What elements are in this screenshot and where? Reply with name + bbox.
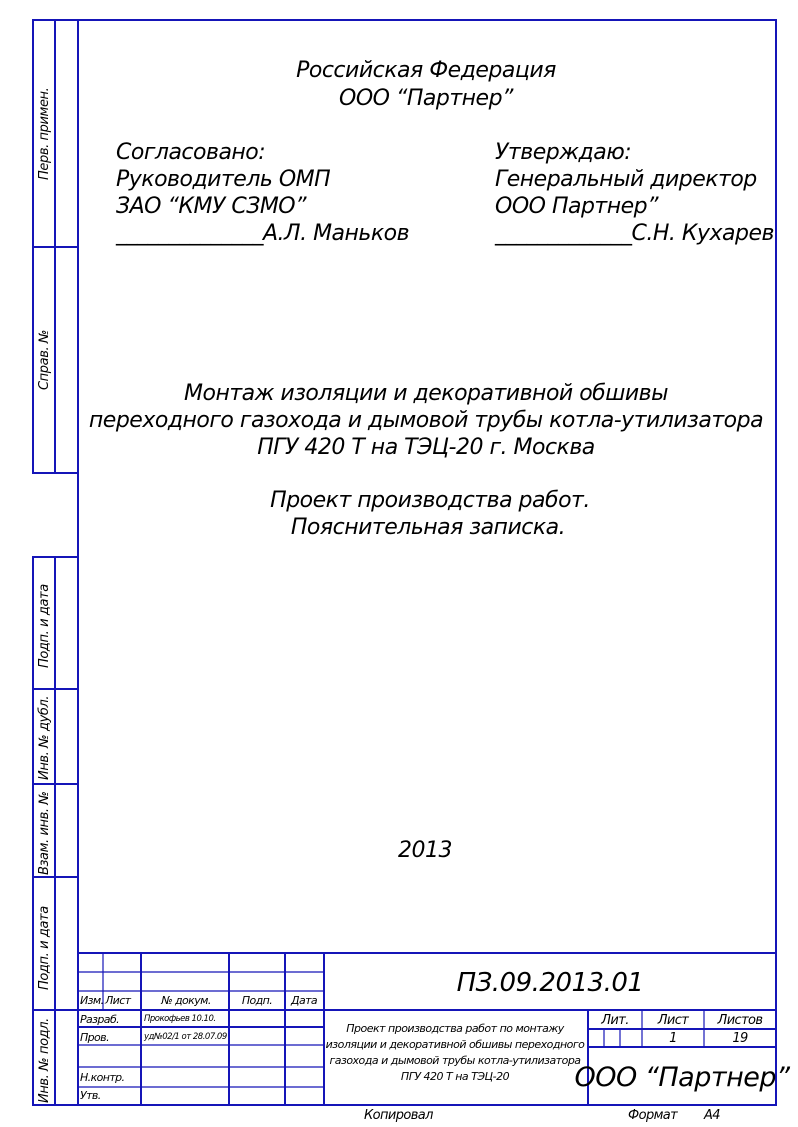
prov-name: уд№02/1 от 28.07.09 bbox=[144, 1032, 227, 1042]
description-line2: изоляции и декоративной обшивы переходного bbox=[325, 1038, 585, 1051]
header-data: Дата bbox=[290, 994, 318, 1007]
header-list: Лист bbox=[105, 994, 131, 1007]
header-izm: Изм. bbox=[80, 994, 104, 1007]
side-label-sprav-no: Справ. № bbox=[37, 329, 52, 390]
sheet-label: Лист bbox=[657, 1013, 689, 1028]
header-podp: Подп. bbox=[241, 994, 273, 1007]
project-title-line2: переходного газохода и дымовой трубы котла-утилизатора bbox=[88, 408, 764, 433]
lit-label: Лит. bbox=[601, 1013, 629, 1028]
copied-label: Копировал bbox=[364, 1108, 433, 1123]
agreed-title: Согласовано: bbox=[116, 140, 266, 165]
company-name: ООО “Партнер” bbox=[339, 86, 513, 111]
description-line1: Проект производства работ по монтажу bbox=[346, 1022, 564, 1035]
sheets-value: 19 bbox=[732, 1031, 748, 1046]
sheet-value: 1 bbox=[669, 1031, 677, 1046]
approved-title: Утверждаю: bbox=[495, 140, 632, 165]
agreed-signature: ______________А.Л. Маньков bbox=[116, 221, 410, 246]
agreed-org: ЗАО “КМУ СЗМО” bbox=[116, 194, 307, 219]
side-label-podp-data-2: Подп. и дата bbox=[37, 906, 52, 990]
role-nkontr: Н.контр. bbox=[80, 1071, 125, 1084]
sheets-label: Листов bbox=[717, 1013, 763, 1028]
country-name: Российская Федерация bbox=[296, 58, 556, 83]
description-line4: ПГУ 420 Т на ТЭЦ-20 bbox=[400, 1070, 510, 1083]
approved-org: ООО Партнер” bbox=[495, 194, 659, 219]
org-name: ООО “Партнер” bbox=[574, 1062, 790, 1093]
project-title-line1: Монтаж изоляции и декоративной обшивы bbox=[184, 381, 668, 406]
description-line3: газохода и дымовой трубы котла-утилизатора bbox=[329, 1054, 581, 1067]
side-label-vzam-inv: Взам. инв. № bbox=[37, 791, 52, 875]
format-value: А4 bbox=[704, 1108, 720, 1123]
doc-code: ПЗ.09.2013.01 bbox=[456, 968, 644, 998]
format-label: Формат bbox=[628, 1108, 678, 1123]
side-label-perv-primen: Перв. примен. bbox=[37, 87, 52, 180]
approved-position: Генеральный директор bbox=[495, 167, 757, 192]
doc-type-line2: Пояснительная записка. bbox=[290, 515, 566, 540]
agreed-position: Руководитель ОМП bbox=[116, 167, 331, 192]
side-label-podp-data-1: Подп. и дата bbox=[37, 584, 52, 668]
year: 2013 bbox=[398, 838, 452, 863]
role-prov: Пров. bbox=[80, 1031, 109, 1044]
role-razrab: Разраб. bbox=[80, 1013, 120, 1026]
side-label-inv-podl: Инв. № подл. bbox=[37, 1018, 52, 1103]
razrab-name: Прокофьев 10.10. bbox=[144, 1014, 216, 1024]
header-dokum: № докум. bbox=[161, 994, 211, 1007]
role-utv: Утв. bbox=[80, 1089, 101, 1102]
approved-signature: _____________С.Н. Кухарев bbox=[495, 221, 774, 246]
side-label-inv-dubl: Инв. № дубл. bbox=[37, 695, 52, 780]
doc-type-line1: Проект производства работ. bbox=[270, 488, 590, 513]
project-title-line3: ПГУ 420 Т на ТЭЦ-20 г. Москва bbox=[257, 435, 595, 460]
